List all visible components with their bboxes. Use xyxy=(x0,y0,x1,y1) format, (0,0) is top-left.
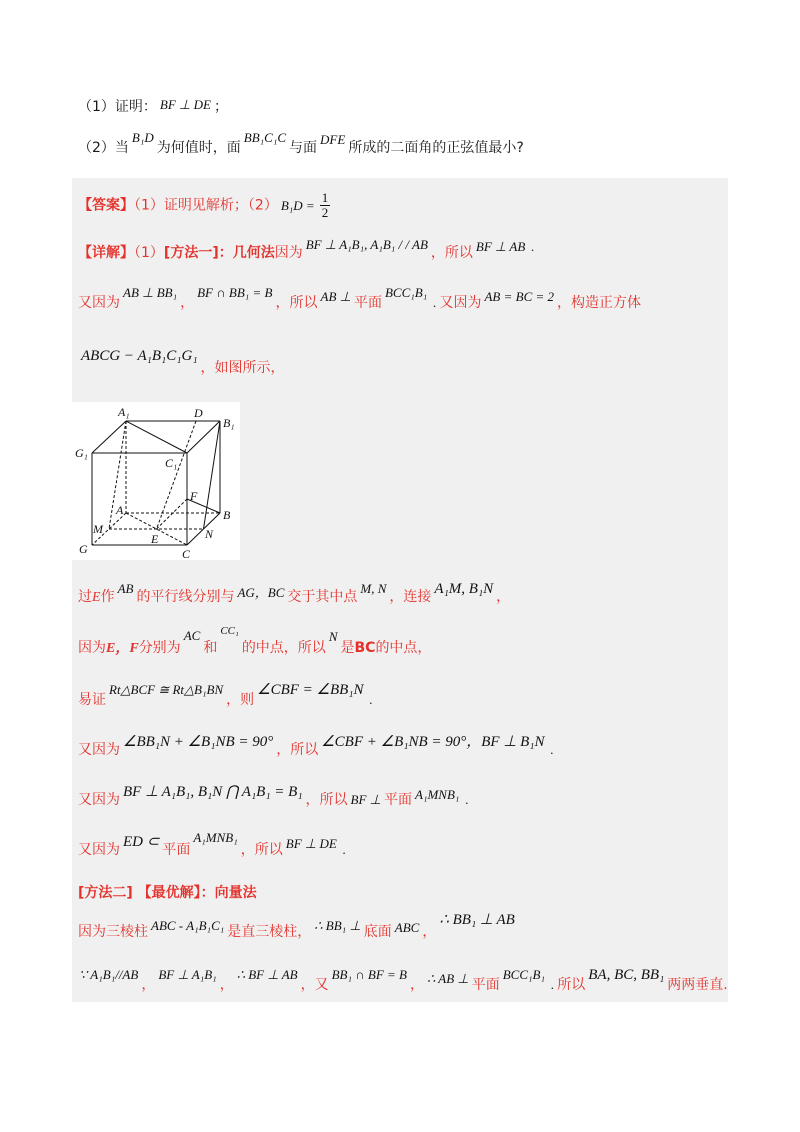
fraction-denominator: 2 xyxy=(321,205,329,220)
text-run: 所以 xyxy=(557,977,586,993)
text-run: 交于其中点 xyxy=(287,589,358,605)
vertex-label-d: D xyxy=(194,406,203,420)
question-part2 xyxy=(78,130,524,158)
text-run: 平面 xyxy=(353,295,382,311)
math-expression: BB₁ ∩ BF = B xyxy=(331,967,407,982)
text-run: 又因为 xyxy=(78,792,120,808)
text-run: 平面 xyxy=(471,977,500,993)
math-expression: M, N xyxy=(360,581,387,596)
math-expression: BCC₁B₁ xyxy=(502,967,545,982)
math-expression: B₁D xyxy=(131,130,154,145)
text-run: 因为 xyxy=(78,640,106,656)
math-expression: AB ⊥ BB₁ xyxy=(123,285,178,300)
math-expression: BCC₁B₁ xyxy=(384,285,428,300)
math-expression: BF ⊥ AB xyxy=(475,239,526,254)
math-expression: DFE xyxy=(320,132,346,147)
point-name: E xyxy=(92,590,101,605)
math-expression: BF ⊥ A₁B₁ xyxy=(158,967,217,982)
vertex-label-c1: C₁ xyxy=(165,456,178,470)
math-expression: A₁MNB₁ xyxy=(415,787,460,802)
math-expression: BF ⊥ DE xyxy=(159,97,211,112)
math-expression: AC xyxy=(183,628,201,643)
math-expression: ∠CBF = ∠BB₁N xyxy=(257,682,364,698)
math-expression: ABC xyxy=(394,920,420,935)
vertex-label-g1: G₁ xyxy=(75,446,88,460)
segment-e-f xyxy=(157,499,188,529)
vertex-label-c: C xyxy=(182,547,191,560)
math-expression: . xyxy=(433,295,437,310)
text-run: 易证 xyxy=(78,692,106,708)
text-run: ， xyxy=(409,977,424,993)
text-run: ， xyxy=(422,924,437,940)
text-run: ； xyxy=(213,99,228,115)
math-expression: . xyxy=(342,842,347,857)
math-expression: BF ⊥ xyxy=(350,792,382,807)
text-run: 作 xyxy=(100,589,115,605)
solution-method1-line6 xyxy=(78,682,376,710)
math-expression: ∠BB₁N + ∠B₁NB = 90° xyxy=(123,734,274,750)
vertex-label-b: B xyxy=(223,508,231,522)
answer-text: （1）证明见解析；（2） xyxy=(134,197,278,214)
text-run: ，所以 xyxy=(305,792,348,808)
text-run: ，构造正方体 xyxy=(557,295,642,311)
text-run: 因为 xyxy=(274,245,303,261)
math-expression: ABCG − A₁B₁C₁G₁ xyxy=(81,348,198,364)
math-expression: ∵ A₁B₁//AB xyxy=(79,967,139,982)
math-expression: . xyxy=(550,742,554,757)
answer-fraction xyxy=(320,191,331,220)
math-expression: N xyxy=(328,629,338,644)
text-run: 又因为 xyxy=(78,842,120,858)
fraction-numerator: 1 xyxy=(321,190,329,205)
math-expression: A₁M, B₁N xyxy=(434,581,494,597)
math-expression: AB ⊥ xyxy=(320,289,351,304)
text-run: （1）证明： xyxy=(78,99,157,115)
solution-method1-line5 xyxy=(78,625,432,658)
solution-label: 【详解】 xyxy=(78,245,134,261)
math-expression: ∴ BB₁ ⊥ AB xyxy=(439,912,515,928)
vertex-label-f: F xyxy=(190,489,198,503)
edge-a1-c1 xyxy=(126,421,187,453)
answer-line xyxy=(78,190,330,220)
text-run: 两两垂直. xyxy=(667,977,728,993)
math-expression: . xyxy=(465,792,469,807)
text-run: 分别为 xyxy=(138,640,181,656)
point-names: E，F xyxy=(106,641,139,656)
solution-method1-line1 xyxy=(78,237,538,263)
math-expression: BA, BC, BB₁ xyxy=(588,967,665,983)
answer-label: 【答案】 xyxy=(78,197,134,214)
solution-method1-line7 xyxy=(78,734,557,760)
text-run: 底面 xyxy=(363,924,392,940)
vertex-label-a1: A₁ xyxy=(118,405,130,419)
math-expression: BB₁C₁C xyxy=(243,130,287,145)
cube-figure xyxy=(72,402,240,560)
solution-method2-line2 xyxy=(76,967,728,995)
method2-title: [方法二] 【最优解】：向量法 xyxy=(78,885,257,901)
text-run: 平面 xyxy=(384,792,413,808)
solution-method1-line4 xyxy=(78,581,511,607)
text-run: 又因为 xyxy=(439,295,482,311)
text-run: ， xyxy=(180,295,195,311)
vertex-label-g: G xyxy=(79,542,88,556)
text-run: 过 xyxy=(78,589,92,605)
math-expression: CC₁ xyxy=(220,625,239,637)
text-run: 又因为 xyxy=(78,295,120,311)
text-run: 是 xyxy=(340,640,355,656)
vertex-label-n: N xyxy=(205,527,214,541)
math-expression: ED ⊂ xyxy=(123,834,160,850)
text-run: ，则 xyxy=(226,692,255,708)
text-run: ，所以 xyxy=(275,295,318,311)
text-run: ，所以 xyxy=(430,245,473,261)
text-run: （2）当 xyxy=(78,140,129,156)
math-expression: Rt△BCF ≅ Rt△B₁BN xyxy=(109,682,224,697)
answer-expression: B₁D = xyxy=(280,197,315,213)
edge-g1-a1 xyxy=(92,421,126,453)
vertex-label-a: A xyxy=(116,503,124,517)
vertex-label-m: M xyxy=(93,522,103,536)
method1-title: [方法一]：几何法 xyxy=(163,245,275,261)
math-expression: A₁MNB₁ xyxy=(193,830,238,845)
math-expression: AB xyxy=(117,581,134,596)
text-run: ，所以 xyxy=(240,842,283,858)
text-run: 所成的二面角的正弦值最小? xyxy=(348,140,524,156)
text-run: ，所以 xyxy=(276,742,319,758)
text-run: 平面 xyxy=(162,842,191,858)
solution-method1-line2 xyxy=(78,285,642,313)
math-expression: BF ∩ BB₁ = B xyxy=(197,285,273,300)
question-part1 xyxy=(78,97,228,117)
text-run: 为何值时，面 xyxy=(156,140,241,156)
text-run: 的中点， xyxy=(375,640,432,656)
math-expression: AG，BC xyxy=(237,585,285,600)
solution-method1-line3 xyxy=(78,348,285,378)
text-run: ，又 xyxy=(300,977,329,993)
vertex-label-b1: B₁ xyxy=(223,416,235,430)
math-expression: AB = BC = 2 xyxy=(484,289,555,304)
vertex-label-e: E xyxy=(151,532,159,546)
math-expression: ∴ BF ⊥ AB xyxy=(236,967,298,982)
text-run: ， xyxy=(219,977,234,993)
text-run: 因为三棱柱 xyxy=(78,924,148,940)
math-expression: ∴ AB ⊥ xyxy=(426,971,469,986)
cube-diagram xyxy=(72,402,240,560)
text-run: ， xyxy=(141,977,156,993)
text-run: 与面 xyxy=(289,140,318,156)
text-run: ，连接 xyxy=(389,589,432,605)
text-run: 的中点，所以 xyxy=(241,640,326,656)
segment-name: BC xyxy=(354,640,376,656)
text-run: 的平行线分别与 xyxy=(136,589,235,605)
text-run: 和 xyxy=(203,640,218,656)
math-expression: ∠CBF + ∠B₁NB = 90°，BF ⊥ B₁N xyxy=(321,734,545,750)
text-run: 又因为 xyxy=(78,742,120,758)
math-expression: ∴ BB₁ ⊥ xyxy=(314,918,361,933)
math-expression: BF ⊥ A₁B₁, B₁N ⋂ A₁B₁ = B₁ xyxy=(123,784,303,800)
solution-method1-line9 xyxy=(78,830,349,860)
solution-method1-line8 xyxy=(78,784,472,810)
math-expression: BF ⊥ A₁B₁, A₁B₁ / / AB xyxy=(305,237,428,252)
math-expression: . xyxy=(551,977,555,992)
edge-b1-c1 xyxy=(187,421,220,453)
math-expression: ABC - A₁B₁C₁ xyxy=(151,918,225,933)
text-run: 是直三棱柱， xyxy=(227,924,312,940)
text-run: ，如图所示， xyxy=(200,360,285,376)
math-expression: . xyxy=(369,692,373,707)
solution-part-number: （1） xyxy=(134,245,164,261)
solution-method2-line1 xyxy=(78,912,518,942)
math-expression: . xyxy=(531,239,535,254)
method2-heading xyxy=(78,883,257,903)
math-expression: BF ⊥ DE xyxy=(285,836,337,851)
text-run: ， xyxy=(496,589,511,605)
